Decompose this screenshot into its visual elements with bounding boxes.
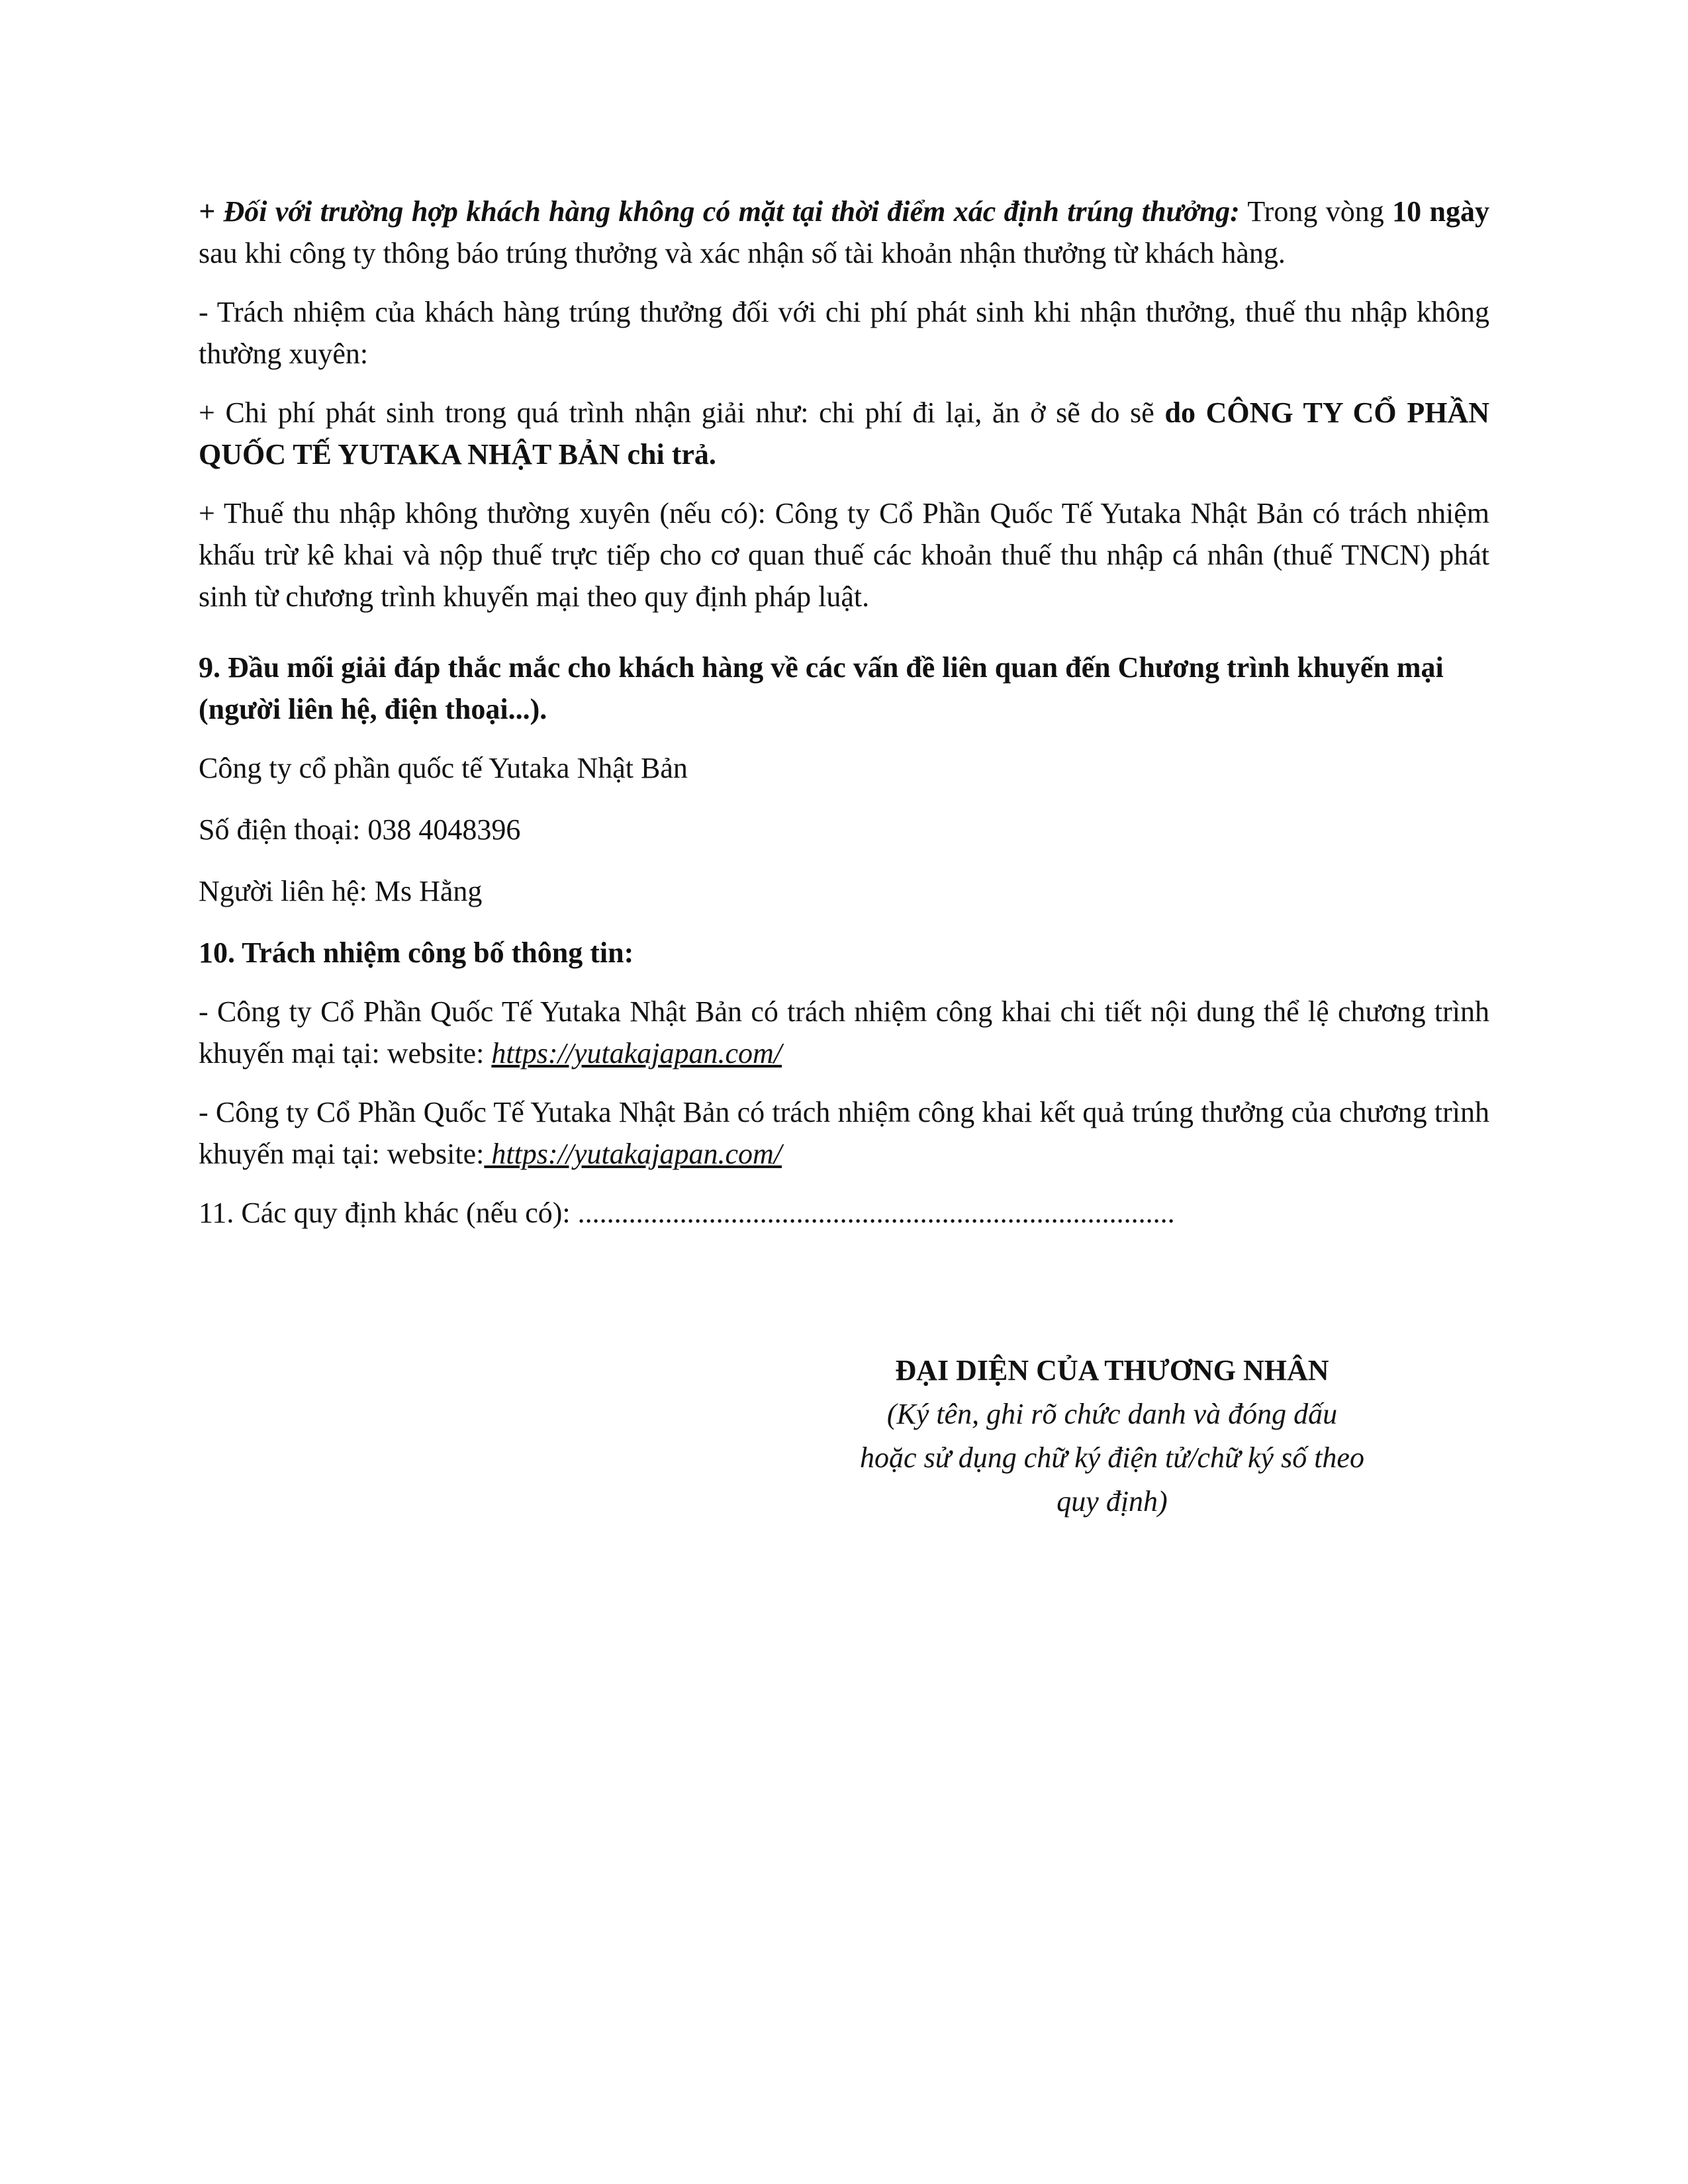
contact-company: Công ty cổ phần quốc tế Yutaka Nhật Bản <box>199 752 688 784</box>
contact-phone: Số điện thoại: 038 4048396 <box>199 813 521 846</box>
section-11-other-rules: 11. Các quy định khác (nếu có): .................................................................................. <box>199 1197 1175 1229</box>
website-link[interactable]: https://yutakajapan.com/ <box>484 1138 782 1170</box>
paragraph-income-tax: + Thuế thu nhập không thường xuyên (nếu có): Công ty Cổ Phần Quốc Tế Yutaka Nhật Bản có trách nhiệm khấu trừ kê khai và nộp thuế trực tiếp cho cơ quan thuế các khoản thuế thu nhập cá nhân (thuế TNCN) phát sinh từ chương trình khuyến mại theo quy định pháp luật. <box>199 497 1489 613</box>
paragraph-customer-responsibility: - Trách nhiệm của khách hàng trúng thưởng đối với chi phí phát sinh khi nhận thưởng, thuế thu nhập không thường xuyên: <box>199 296 1489 370</box>
deadline-days: 10 ngày <box>1392 195 1489 228</box>
paragraph-text: + Chi phí phát sinh trong quá trình nhận giải như: chi phí đi lại, ăn ở sẽ do sẽ <box>199 396 1165 429</box>
section-9-heading: 9. Đầu mối giải đáp thắc mắc cho khách hàng về các vấn đề liên quan đến Chương trình khuyến mại (người liên hệ, điện thoại...). <box>199 651 1444 725</box>
paragraph-text: sau khi công ty thông báo trúng thưởng và xác nhận số tài khoản nhận thưởng từ khách hàng. <box>199 237 1286 269</box>
website-link[interactable]: https://yutakajapan.com/ <box>491 1037 782 1069</box>
disclosure-rules-item <box>199 991 1489 1074</box>
signature-block <box>761 1349 1463 1524</box>
paragraph-text: Trong vòng <box>1239 195 1393 228</box>
signature-note-line: hoặc sử dụng chữ ký điện tử/chữ ký số theo <box>860 1441 1364 1474</box>
paragraph-absent-customer <box>199 191 1489 274</box>
paragraph-text: - Công ty Cổ Phần Quốc Tế Yutaka Nhật Bản có trách nhiệm công khai kết quả trúng thưởng của chương trình khuyến mại tại: website: <box>199 1096 1489 1170</box>
signature-note-line: (Ký tên, ghi rõ chức danh và đóng dấu <box>886 1398 1338 1430</box>
document-body <box>199 191 1489 1253</box>
contact-person: Người liên hệ: Ms Hằng <box>199 875 483 907</box>
section-10-heading: 10. Trách nhiệm công bố thông tin: <box>199 936 634 969</box>
paragraph-lead: + Đối với trường hợp khách hàng không có mặt tại thời điểm xác định trúng thưởng: <box>199 195 1240 228</box>
signature-note-line: quy định) <box>1056 1485 1168 1518</box>
paragraph-incidental-costs <box>199 392 1489 475</box>
disclosure-results-item <box>199 1091 1489 1175</box>
paragraph-text: - Công ty Cổ Phần Quốc Tế Yutaka Nhật Bản có trách nhiệm công khai chi tiết nội dung thể lệ chương trình khuyến mại tại: website: <box>199 995 1489 1069</box>
company-pays: do CÔNG TY CỔ PHẦN QUỐC TẾ YUTAKA NHẬT BẢN chi trả. <box>199 396 1489 471</box>
signature-title: ĐẠI DIỆN CỦA THƯƠNG NHÂN <box>895 1354 1329 1387</box>
